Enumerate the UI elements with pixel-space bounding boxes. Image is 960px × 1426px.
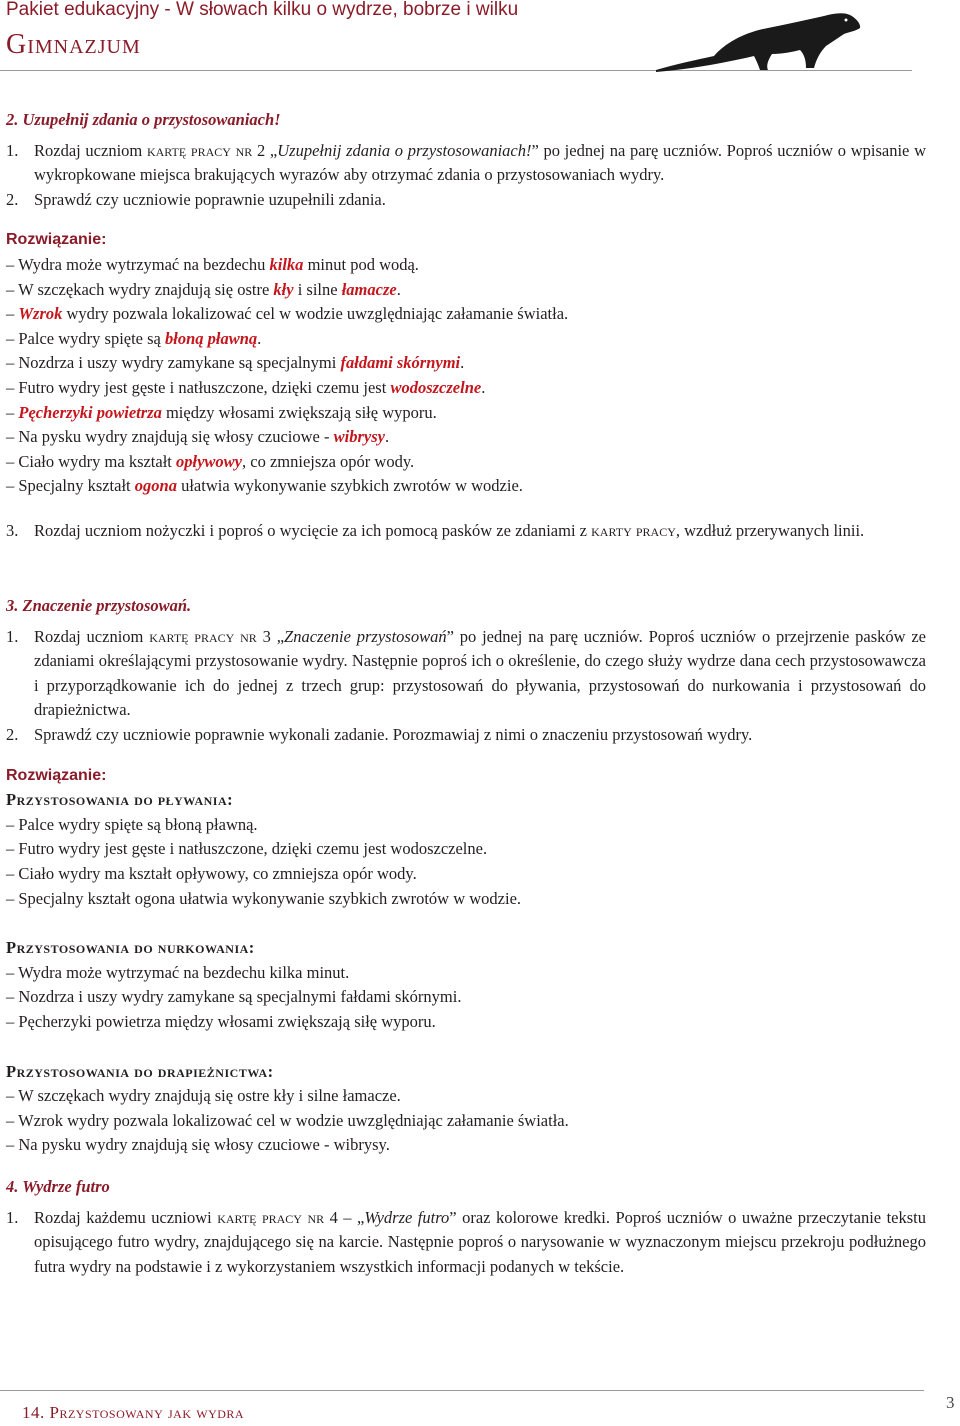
card-reference: karty pracy (591, 520, 676, 540)
step-number: 2. (6, 189, 19, 209)
document-subtitle: Gimnazjum (6, 29, 141, 60)
step-text: Sprawdź czy uczniowie poprawnie wykonali zadanie. Porozmawiaj z nimi o znaczeniu przystosowań wydry. (34, 724, 753, 744)
section-3 (6, 594, 926, 1158)
answer-word: kilka (269, 254, 304, 274)
card-reference: kartę pracy nr (149, 626, 257, 646)
solution-item: – Pęcherzyki powietrza między włosami zwiększają siłę wyporu. (6, 402, 437, 422)
list-dash: – (6, 814, 19, 834)
answer-word: fałdami skórnymi (340, 353, 461, 373)
answer-word: kły (273, 279, 294, 299)
section-2-title: 2. Uzupełnij zdania o przystosowaniach! (6, 110, 281, 129)
list-item: – Wydra może wytrzymać na bezdechu kilka minut. (6, 962, 350, 982)
list-dash: – (6, 839, 19, 859)
solution-label: Rozwiązanie: (6, 231, 107, 249)
footer-divider (0, 1390, 924, 1391)
solution-item: – Ciało wydry ma kształt opływowy, co zmniejsza opór wody. (6, 451, 415, 471)
answer-word: błoną pławną (165, 328, 258, 348)
step-text: Sprawdź czy uczniowie poprawnie uzupełnili zdania. (34, 189, 386, 209)
list-dash: – (6, 888, 19, 908)
list-dash: – (6, 987, 19, 1007)
step-1 (6, 139, 926, 188)
list-item: – Palce wydry spięte są błoną pławną. (6, 814, 258, 834)
solution-item: – Nozdrza i uszy wydry zamykane są specjalnymi fałdami skórnymi. (6, 353, 465, 373)
solution-list (6, 253, 926, 499)
list-dash: – (6, 377, 19, 397)
solution-item: – Futro wydry jest gęste i natłuszczone, dzięki czemu jest wodoszczelne. (6, 377, 486, 397)
answer-word: wodoszczelne (390, 377, 482, 397)
list-item: – Na pysku wydry znajdują się włosy czuciowe - wibrysy. (6, 1135, 390, 1155)
step-number: 1. (6, 1207, 19, 1227)
card-reference: kartę pracy nr (217, 1207, 325, 1227)
list-dash: – (6, 863, 19, 883)
solution-item: – Palce wydry spięte są błoną pławną. (6, 328, 262, 348)
adaptation-group (6, 936, 926, 1034)
list-dash: – (6, 304, 19, 324)
answer-word: Pęcherzyki powietrza (18, 402, 162, 422)
list-dash: – (6, 328, 19, 348)
list-dash: – (6, 402, 19, 422)
list-dash: – (6, 353, 19, 373)
list-item: – Specjalny kształt ogona ułatwia wykonywanie szybkich zwrotów w wodzie. (6, 888, 522, 908)
list-dash: – (6, 451, 19, 471)
list-dash: – (6, 1110, 19, 1130)
list-dash: – (6, 279, 19, 299)
list-item: – Nozdrza i uszy wydry zamykane są specjalnymi fałdami skórnymi. (6, 987, 462, 1007)
adaptation-group (6, 1060, 926, 1158)
card-reference: kartę pracy nr (146, 140, 253, 160)
list-dash: – (6, 1086, 19, 1106)
list-item: – Futro wydry jest gęste i natłuszczone, dzięki czemu jest wodoszczelne. (6, 839, 488, 859)
step-number: 3. (6, 520, 19, 540)
list-dash: – (6, 1135, 19, 1155)
answer-word: łamacze (341, 279, 397, 299)
step-number: 1. (6, 626, 19, 646)
solution-item: – W szczękach wydry znajdują się ostre kły i silne łamacze. (6, 279, 401, 299)
step-1 (6, 1206, 926, 1280)
step-1 (6, 625, 926, 723)
step-number: 2. (6, 724, 19, 744)
answer-word: wibrysy (333, 427, 385, 447)
section-2 (6, 108, 926, 544)
step-text: Rozdaj uczniom kartę pracy nr 3 „Znaczenie przystosowań” po jednej na parę uczniów. Poproś uczniów o przejrzenie pasków ze zdaniami określającymi przystosowanie wydry. Następnie poproś ich o określenie, do czego służy wydrze dana cech przystosowawcza i przyporządkowanie ich do jednej z trzech grup: przystosowań do pływania, przystosowań do nurkowania i przystosowań do drapieżnictwa. (34, 626, 926, 720)
section-4 (6, 1175, 926, 1279)
section-3-title: 3. Znaczenie przystosowań. (6, 596, 192, 615)
list-dash: – (6, 476, 19, 496)
adaptation-group (6, 788, 926, 911)
list-item: – Pęcherzyki powietrza między włosami zwiększają siłę wyporu. (6, 1011, 436, 1031)
step-number: 1. (6, 140, 19, 160)
list-dash: – (6, 1011, 19, 1031)
adaptation-groups (6, 788, 926, 1158)
answer-word: ogona (134, 476, 177, 496)
list-dash: – (6, 962, 19, 982)
step-2 (6, 723, 926, 748)
group-label: Przystosowania do nurkowania: (6, 938, 255, 958)
step-text: Rozdaj każdemu uczniowi kartę pracy nr 4 – „Wydrze futro” oraz kolorowe kredki. Poproś uczniów o uważne przeczytanie tekstu opisującego futro wydry, znajdującego się na karcie. Następnie poproś o narysowanie w wyznaczonym miejscu przekroju podłużnego futra wydry na podstawie i z wykorzystaniem wszystkich informacji podanych w tekście. (34, 1207, 926, 1276)
step-text: Rozdaj uczniom nożyczki i poproś o wycięcie za ich pomocą pasków ze zdaniami z karty pracy, wzdłuż przerywanych linii. (34, 520, 865, 540)
step-text: Rozdaj uczniom kartę pracy nr 2 „Uzupełnij zdania o przystosowaniach!” po jednej na parę uczniów. Poproś uczniów o wpisanie w wykropkowane miejsca brakujących wyrazów aby otrzymać zdania o przystosowaniach wydry. (34, 140, 926, 185)
list-dash: – (6, 427, 19, 447)
solution-item: – Na pysku wydry znajdują się włosy czuciowe - wibrysy. (6, 427, 390, 447)
list-item: – Ciało wydry ma kształt opływowy, co zmniejsza opór wody. (6, 863, 417, 883)
answer-word: opływowy (176, 451, 243, 471)
section-4-title: 4. Wydrze futro (6, 1177, 110, 1196)
group-label: Przystosowania do pływania: (6, 790, 234, 810)
list-item: – W szczękach wydry znajdują się ostre kły i silne łamacze. (6, 1086, 401, 1106)
answer-word: Wzrok (18, 304, 63, 324)
step-2 (6, 188, 926, 213)
step-3 (6, 519, 926, 544)
footer-chapter: 14. Przystosowany jak wydra (22, 1403, 245, 1422)
list-item: – Wzrok wydry pozwala lokalizować cel w wodzie uwzględniając załamanie światła. (6, 1110, 569, 1130)
solution-item: – Specjalny kształt ogona ułatwia wykonywanie szybkich zwrotów w wodzie. (6, 476, 523, 496)
solution-label: Rozwiązanie: (6, 766, 107, 784)
otter-silhouette-icon (656, 8, 862, 74)
group-label: Przystosowania do drapieżnictwa: (6, 1061, 274, 1081)
page-number: 3 (946, 1393, 955, 1412)
document-title: Pakiet edukacyjny - W słowach kilku o wydrze, bobrze i wilku (6, 0, 519, 20)
list-dash: – (6, 254, 19, 274)
solution-item: – Wydra może wytrzymać na bezdechu kilka minut pod wodą. (6, 254, 419, 274)
solution-item: – Wzrok wydry pozwala lokalizować cel w wodzie uwzględniając załamanie światła. (6, 304, 569, 324)
